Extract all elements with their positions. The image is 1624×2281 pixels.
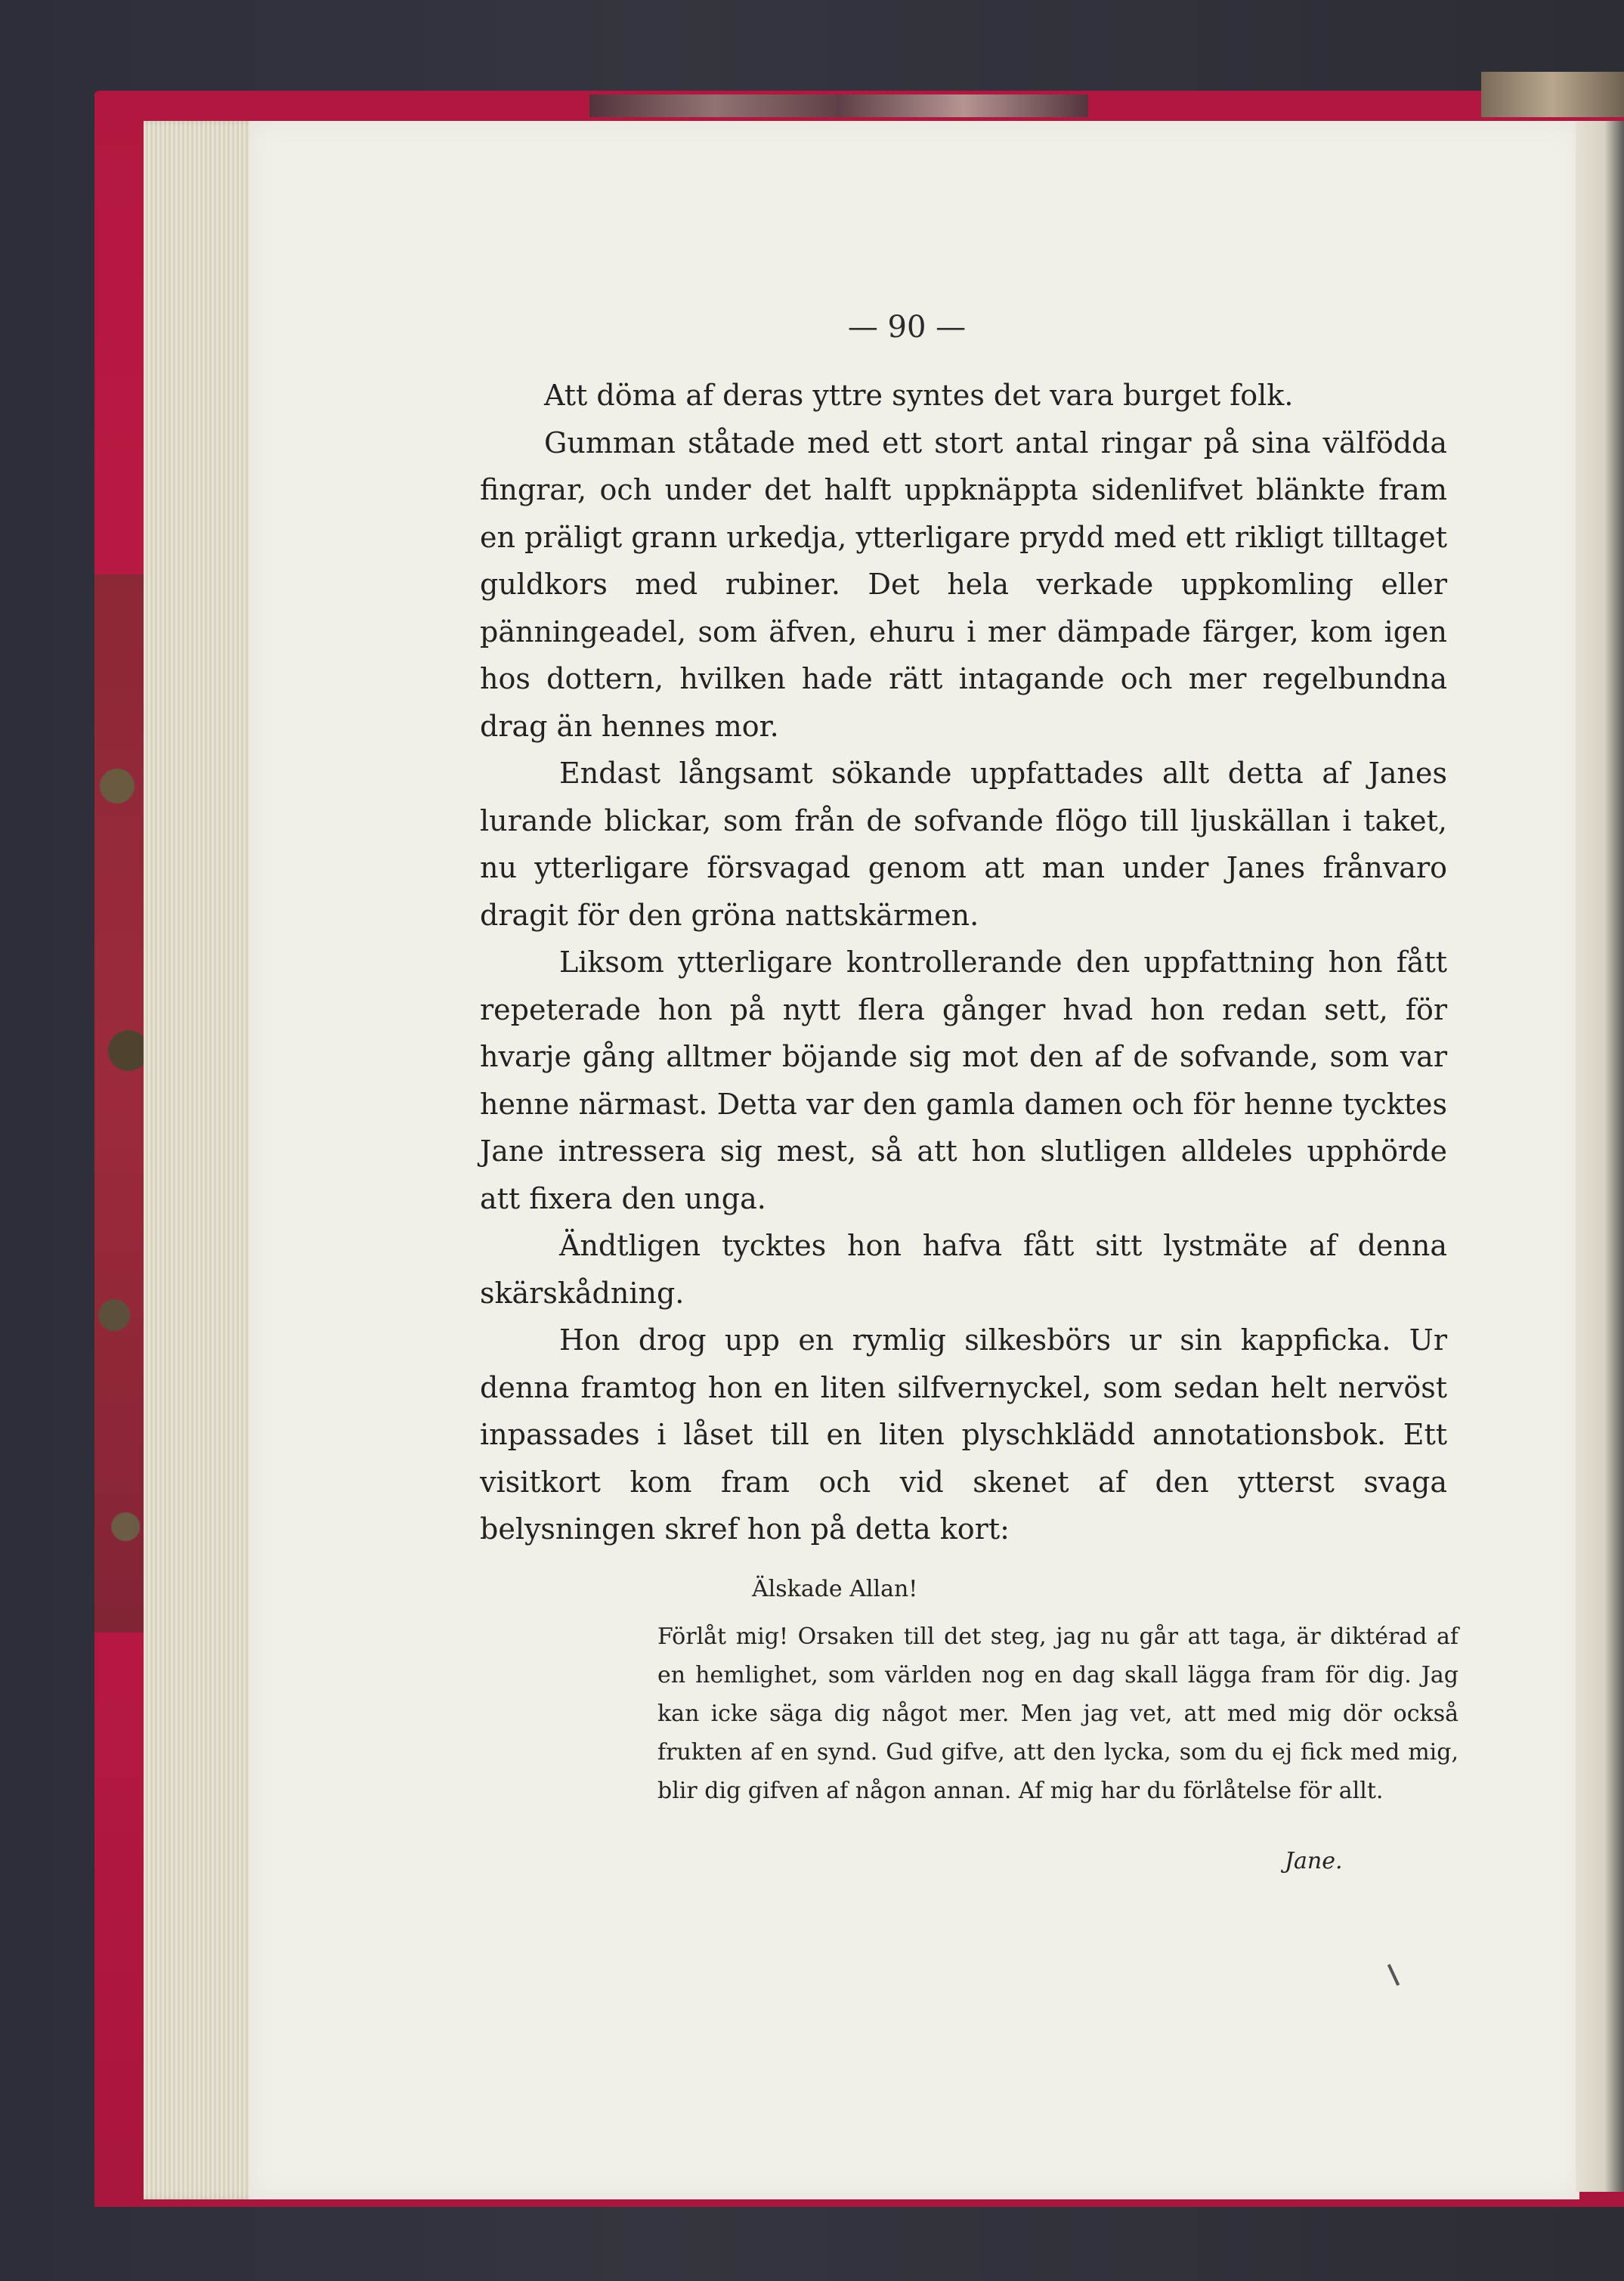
paragraph: Ändtligen tycktes hon hafva fått sitt lystmäte af denna skärskådning. [480,1229,1447,1310]
letter [657,1572,1459,1810]
letter-body: Förlåt mig! Orsaken till det steg, jag nu går att taga, är diktérad af en hemlighet, som världen nog en dag skall lägga fram för dig. Jag kan icke säga dig något mer. Men jag vet, att med mig dör också frukten af en synd. Gud gifve, att den lycka, som du ej fick med mig, blir dig gifven af någon annan. Af mig har du förlåtelse för allt. [657,1623,1459,1804]
paragraph: Gumman ståtade med ett stort antal ringar på sina välfödda fingrar, och under det halft uppknäppta sidenlifvet blänkte fram en präligt grann urkedja, ytterligare prydd med ett rikligt tilltaget guldkors med rubiner. Det hela verkade uppkomling eller pänningeadel, som äfven, ehuru i mer dämpade färger, kom igen hos dottern, hvilken hade rätt intagande och mer regelbundna drag än hennes mor. [480,426,1447,743]
paragraph: Endast långsamt sökande uppfattades allt detta af Janes lurande blickar, som från de sofvande flögo till ljuskällan i taket, nu ytterligare försvagad genom att man under Janes frånvaro dragit för den gröna nattskärmen. [480,757,1447,932]
letter-signature: Jane. [1285,1848,1343,1874]
paragraph: Att döma af deras yttre syntes det vara burget folk. [544,379,1294,412]
spine-strip [589,94,1088,117]
page-body [480,372,1447,1553]
page-edges [144,121,264,2199]
marbled-edge [94,574,151,1633]
letter-salutation: Älskade Allan! [752,1576,918,1602]
cover-corner [1481,72,1624,117]
paragraph: Liksom ytterligare kontrollerande den uppfattning hon fått repeterade hon på nytt flera gånger hvad hon redan sett, för hvarje gång alltmer böjande sig mot den af de sofvande, som var henne närmast. Detta var den gamla damen och för henne tycktes Jane intressera sig mest, så att hon slutligen alldeles upphörde att fixera den unga. [480,946,1447,1215]
page-right-edge [1576,121,1624,2192]
page-number: — 90 — [847,310,967,345]
paragraph: Hon drog upp en rymlig silkesbörs ur sin kappficka. Ur denna framtog hon en liten silfvernyckel, som sedan helt nervöst inpassades i låset till en liten plyschklädd annotationsbok. Ett visitkort kom fram och vid skenet af den ytterst svaga belysningen skref hon på detta kort: [480,1323,1447,1546]
